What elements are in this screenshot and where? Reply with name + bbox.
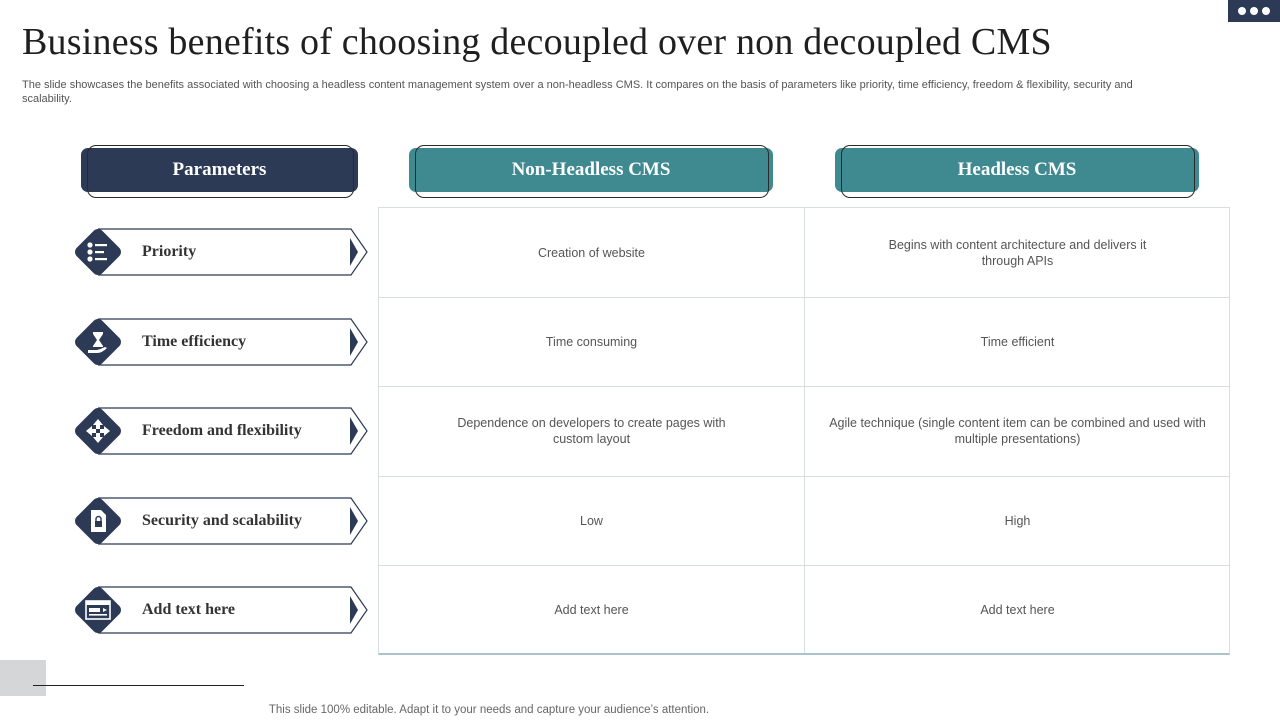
parameter-label: Time efficiency (142, 333, 247, 350)
priority-list-icon (85, 239, 111, 265)
comparison-table (378, 207, 1230, 655)
parameter-time-efficiency (70, 314, 370, 370)
headless-cell: Time efficient (980, 334, 1055, 349)
dot-icon (1262, 7, 1270, 15)
parameter-priority (70, 224, 370, 280)
footer-rule (33, 685, 244, 686)
dot-icon (1238, 7, 1246, 15)
non-headless-cell: Creation of website (537, 245, 645, 260)
dot-icon (1250, 7, 1258, 15)
more-options-button[interactable] (1228, 0, 1280, 22)
non-headless-cell: Dependence on developers to create pages with custom layout (457, 416, 726, 446)
header-headless (835, 148, 1199, 192)
parameter-label: Add text here (142, 601, 236, 618)
headless-cell: Add text here (980, 602, 1055, 617)
header-headless-label: Headless CMS (957, 159, 1077, 180)
parameter-add-text (70, 582, 370, 638)
slide-subtitle: The slide showcases the benefits associated with choosing a headless content management system over a non-headless CMS. It compares on the basis of parameters like priority, time efficiency, freedom & flexibility, security and scalability. (22, 79, 1133, 105)
footer-note: This slide 100% editable. Adapt it to your needs and capture your audience’s attention. (268, 704, 710, 716)
parameter-label: Freedom and flexibility (142, 422, 302, 439)
footer-note-wrapper (0, 704, 1280, 716)
non-headless-cell: Add text here (554, 602, 629, 617)
header-parameters (81, 148, 358, 192)
arrows-out-icon (85, 418, 111, 444)
document-lock-icon (85, 508, 111, 534)
corner-block (0, 660, 46, 696)
parameter-freedom-flexibility (70, 403, 370, 459)
headless-cell: High (1004, 513, 1031, 528)
cms-browser-icon (85, 597, 111, 623)
non-headless-cell: Time consuming (545, 334, 638, 349)
header-non-headless-label: Non-Headless CMS (511, 159, 671, 180)
header-parameters-label: Parameters (172, 159, 267, 180)
headless-cell: Agile technique (single content item can be combined and used with multiple presentations) (829, 416, 1206, 446)
non-headless-cell: Low (580, 513, 603, 528)
parameter-label: Security and scalability (142, 512, 303, 529)
header-non-headless (409, 148, 773, 192)
parameter-label: Priority (142, 243, 197, 260)
parameter-security-scalability (70, 493, 370, 549)
headless-cell: Begins with content architecture and delivers it through APIs (888, 237, 1147, 268)
slide-title: Business benefits of choosing decoupled over non decoupled CMS (22, 21, 1052, 63)
hourglass-hand-icon (85, 329, 111, 355)
